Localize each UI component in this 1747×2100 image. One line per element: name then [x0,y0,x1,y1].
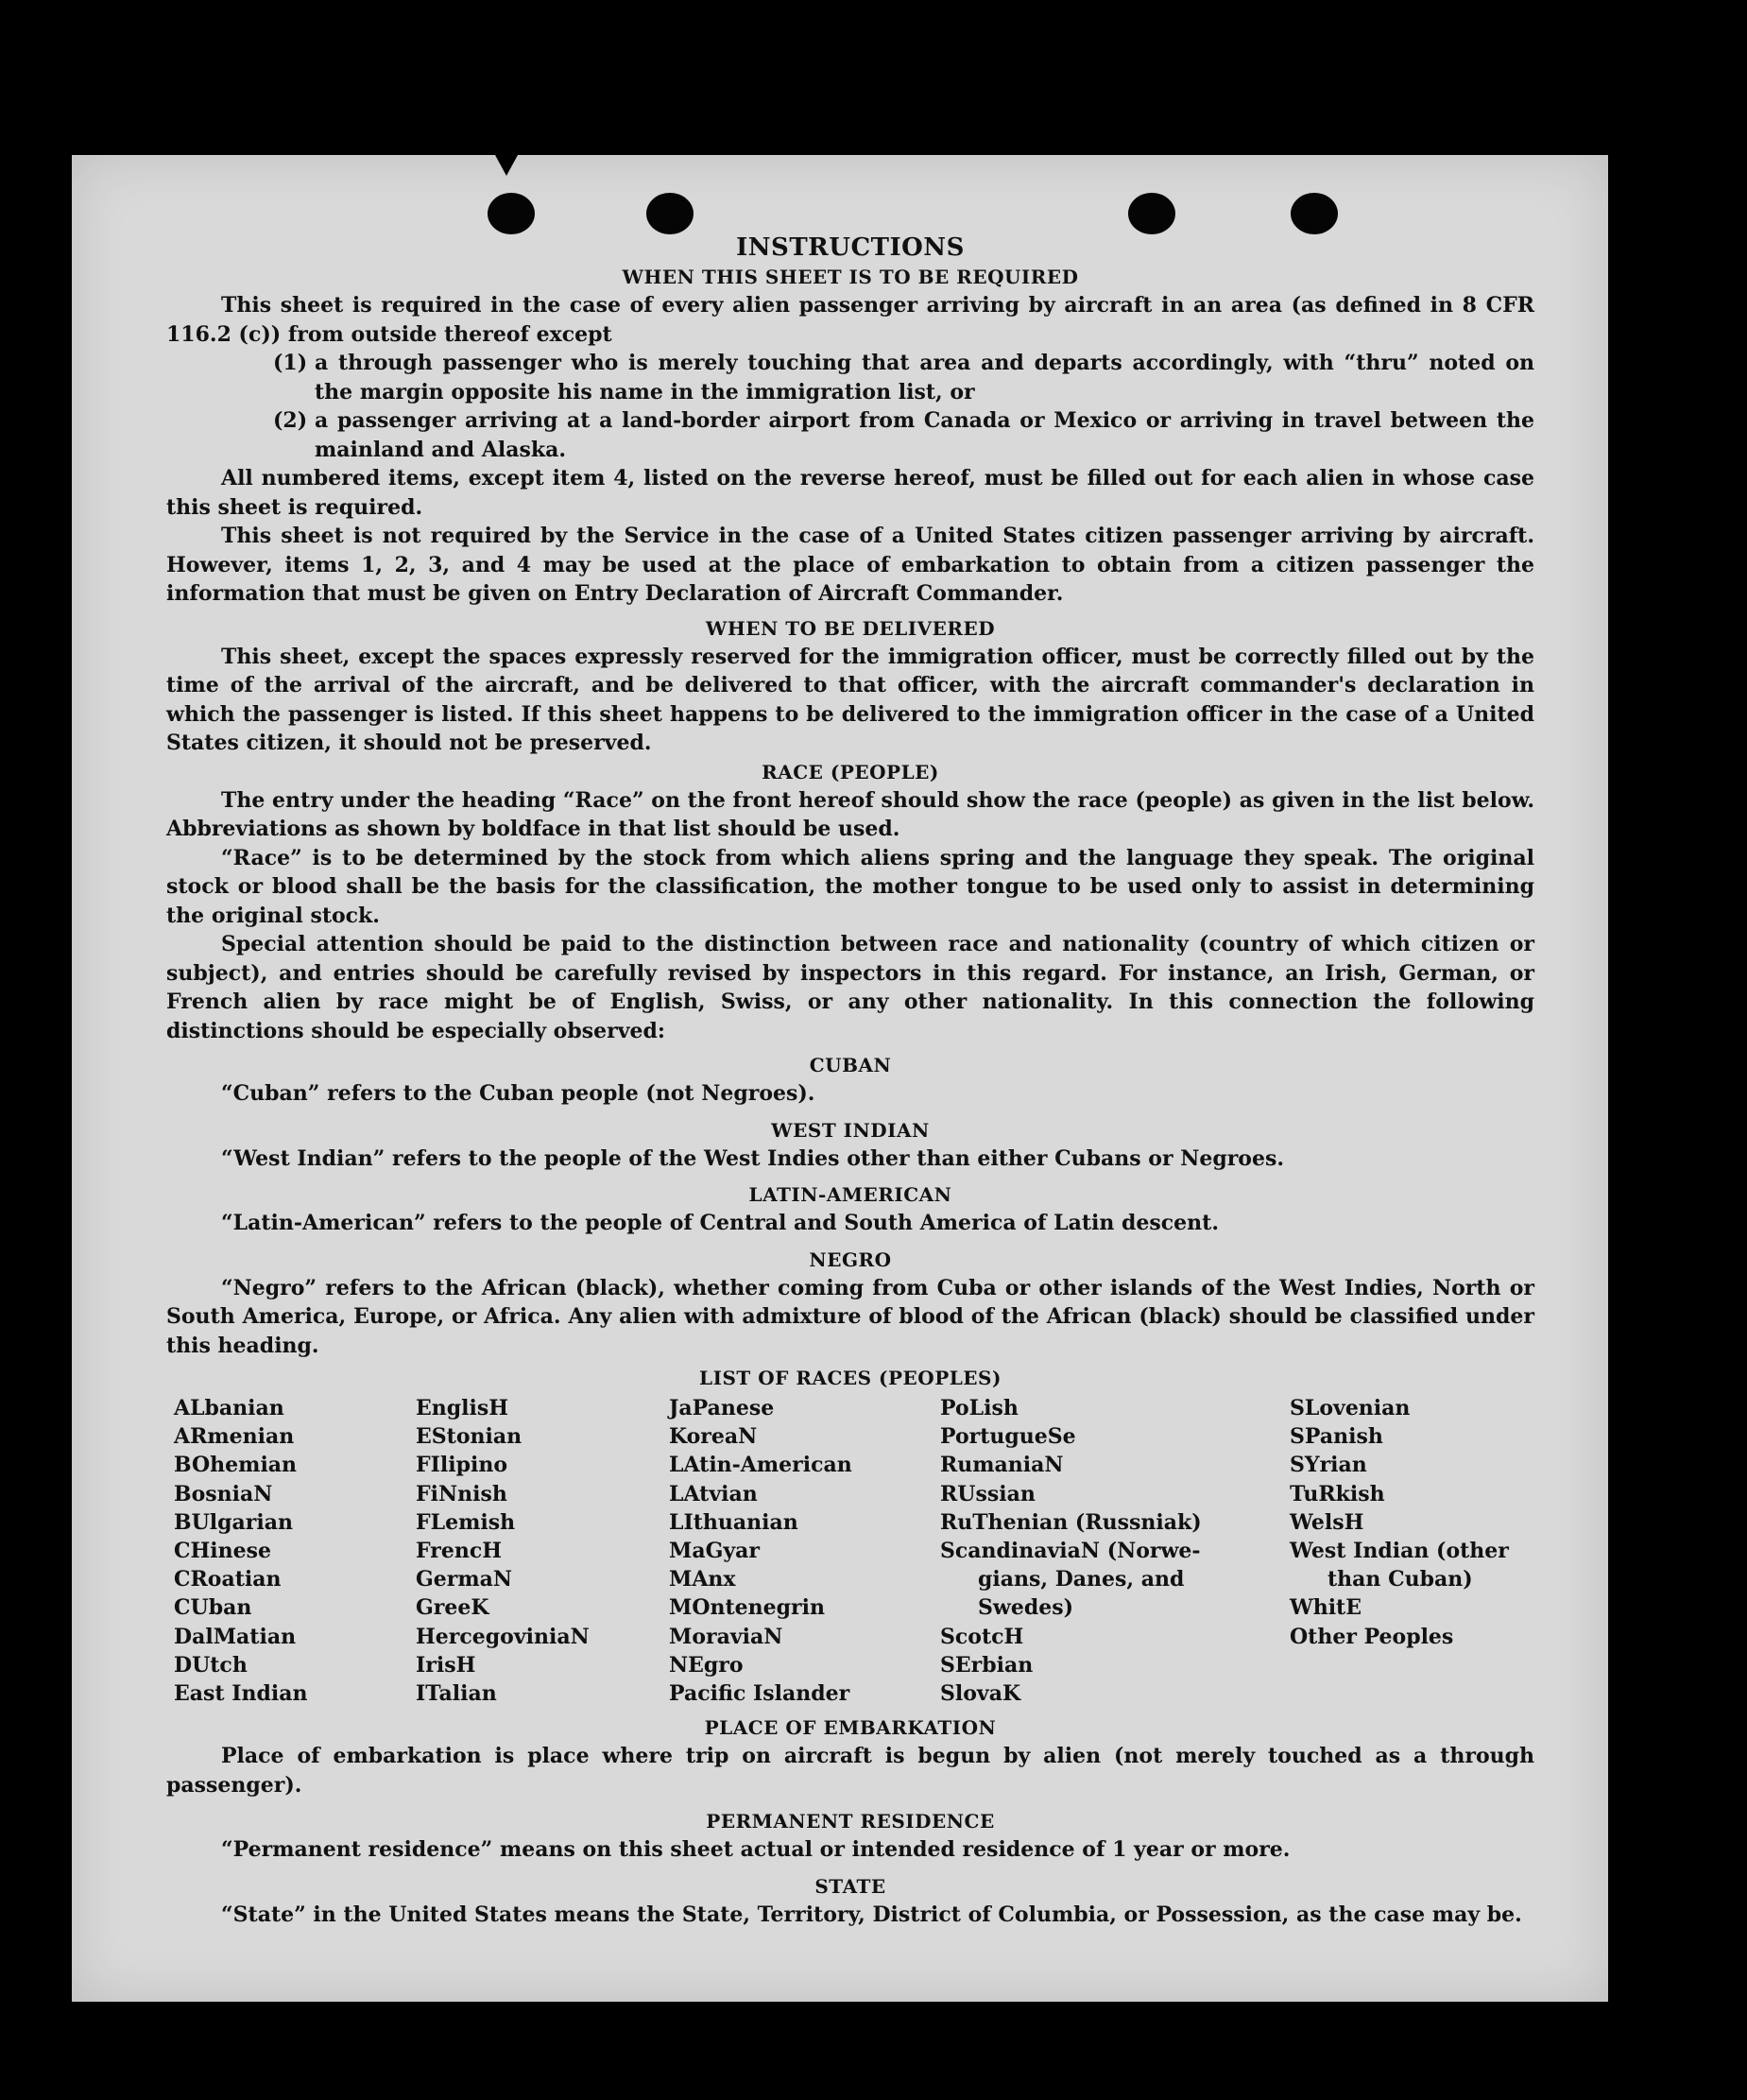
race-entry: BOhemian [174,1453,298,1478]
race-entry: WelsH [1290,1509,1364,1535]
race-entry: PortugueSe [940,1424,1076,1450]
races-column-1 [174,1394,416,1708]
heading-negro: NEGRO [809,1248,892,1271]
heading-residence: PERMANENT RESIDENCE [706,1810,995,1833]
race-entry: EnglisH [416,1396,509,1420]
race-entry: RUssian [940,1481,1036,1506]
race-entry: ITalian [416,1681,497,1707]
race-entry: BUlgarian [174,1509,293,1535]
delivered-text: This sheet, except the spaces expressly reserved for the immigration officer, must be correctly filled out by the time of the arrival of the aircraft, and be delivered to that officer, with the aircraft commander's declaration in which the passenger is listed. If this sheet happens to be delivered to the immigration officer in the case of a United States citizen, it should not be preserved. [166,644,1534,755]
race-entry: PoLish [940,1396,1019,1420]
race-entry: LAtvian [669,1481,758,1506]
race-entry: FLemish [416,1509,516,1535]
race-entry: MOntenegrin [669,1595,825,1621]
cuban-text: “Cuban” refers to the Cuban people (not Negroes). [221,1081,815,1106]
races-column-3 [669,1394,940,1708]
heading-required: WHEN THIS SHEET IS TO BE REQUIRED [622,266,1079,288]
race-entry: RuThenian (Russniak) [940,1509,1202,1535]
race-entry: NEgro [669,1652,744,1678]
race-entry: FIlipino [416,1453,508,1478]
race-entry: Other Peoples [1290,1624,1454,1649]
heading-cuban: CUBAN [809,1054,892,1076]
races-column-5 [1290,1394,1545,1708]
race-entry: ScandinaviaN (Norwe- [940,1539,1201,1564]
page-title: INSTRUCTIONS [736,233,965,262]
race-entry: SLovenian [1290,1396,1411,1420]
top-notch [495,155,518,176]
instructions-content [166,225,1534,1929]
heading-west-indian: WEST INDIAN [771,1118,930,1142]
race-entry: SlovaK [940,1681,1021,1707]
race-entry: ScotcH [940,1624,1024,1649]
race-entry: HercegoviniaN [416,1624,590,1649]
latin-american-text: “Latin-American” refers to the people of Central and South America of Latin descent. [221,1211,1219,1235]
race-entry: LAtin-American [669,1453,852,1478]
heading-delivered: WHEN TO BE DELIVERED [705,616,996,640]
race-entry-continuation: gians, Danes, and [978,1567,1185,1592]
race-entry-continuation: than Cuban) [1327,1567,1473,1592]
embarkation-text: Place of embarkation is place where trip on aircraft is begun by alien (not merely touched as a through passenger). [166,1744,1534,1798]
races-column-4 [940,1394,1290,1708]
race-entry: CRoatian [174,1567,282,1592]
required-para3: This sheet is not required by the Service in the case of a United States citizen passenger arriving by aircraft. However, items 1, 2, 3, and 4 may be used at the place of embarkation to obtain from a citizen passenger the information that must be given on Entry Declaration of Aircraft Commander. [166,524,1534,606]
exception-item: (2) a passenger arriving at a land-border airport from Canada or Mexico or arriving in travel between the mainland and Alaska. [273,408,1534,462]
race-entry: WhitE [1290,1595,1362,1621]
race-entry: JaPanese [669,1396,775,1420]
race-entry: RumaniaN [940,1453,1064,1478]
races-column-2 [416,1394,669,1708]
race-para3: Special attention should be paid to the distinction between race and nationality (country of which citizen or subject), and entries should be carefully revised by inspectors in this regard. For instance, an Irish, German, or French alien by race might be of English, Swiss, or any other nationality. In this connection the following distinctions should be especially observed: [166,932,1534,1043]
race-entry: EStonian [416,1424,522,1450]
race-entry: ALbanian [174,1396,284,1420]
heading-latin-american: LATIN-AMERICAN [748,1183,952,1206]
race-entry: SYrian [1290,1453,1367,1478]
west-indian-text: “West Indian” refers to the people of the West Indies other than either Cubans or Negroes. [221,1145,1285,1171]
exception-item: (1) a through passenger who is merely touching that area and departs accordingly, with “thru” noted on the margin opposite his name in the immigration list, or [273,351,1534,405]
required-para2: All numbered items, except item 4, listed on the reverse hereof, must be filled out for each alien in whose case this sheet is required. [166,466,1534,520]
race-entry: SErbian [940,1652,1034,1678]
race-entry: BosniaN [174,1481,273,1506]
heading-races-list: LIST OF RACES (PEOPLES) [699,1367,1002,1389]
race-entry: DUtch [174,1652,248,1678]
race-entry: ARmenian [174,1424,295,1450]
heading-race: RACE (PEOPLE) [762,760,939,783]
race-entry: SPanish [1290,1424,1383,1450]
race-entry: LIthuanian [669,1509,798,1535]
race-entry: FrencH [416,1539,502,1564]
exception-list [273,349,1534,464]
race-entry-continuation: Swedes) [978,1595,1073,1621]
race-entry: KoreaN [669,1424,758,1450]
race-entry: Pacific Islander [669,1681,850,1707]
race-entry: TuRkish [1290,1481,1385,1506]
heading-state: STATE [814,1874,886,1898]
race-entry: MaGyar [669,1539,761,1564]
residence-text: “Permanent residence” means on this sheet actual or intended residence of 1 year or more. [221,1837,1291,1863]
race-entry: GreeK [416,1595,489,1621]
state-text: “State” in the United States means the State, Territory, District of Columbia, or Possession, as the case may be. [221,1902,1522,1927]
document-sheet [72,155,1608,2002]
race-para1: The entry under the heading “Race” on the front hereof should show the race (people) as given in the list below. Abbreviations as shown by boldface in that list should be used. [166,787,1534,841]
race-entry: DalMatian [174,1624,297,1649]
heading-embarkation: PLACE OF EMBARKATION [704,1716,997,1740]
race-entry: FiNnish [416,1481,507,1506]
race-entry: CUban [174,1595,252,1621]
race-entry: CHinese [174,1539,272,1564]
required-intro: This sheet is required in the case of every alien passenger arriving by aircraft in an area (as defined in 8 CFR 116.2 (c)) from outside thereof except [166,293,1534,347]
race-para2: “Race” is to be determined by the stock from which aliens spring and the language they speak. The original stock or blood shall be the basis for the classification, the mother tongue to be used only to assist in determining the original stock. [166,845,1534,928]
race-entry: GermaN [416,1567,513,1592]
race-entry: MAnx [669,1567,736,1592]
negro-text: “Negro” refers to the African (black), whether coming from Cuba or other islands of the West Indies, North or South America, Europe, or Africa. Any alien with admixture of blood of the African (black) should be classified under this heading. [166,1275,1534,1358]
races-table [174,1394,1534,1708]
race-entry: West Indian (other [1290,1539,1509,1564]
race-entry: East Indian [174,1681,308,1707]
race-entry: IrisH [416,1652,476,1678]
race-entry: MoraviaN [669,1624,783,1649]
